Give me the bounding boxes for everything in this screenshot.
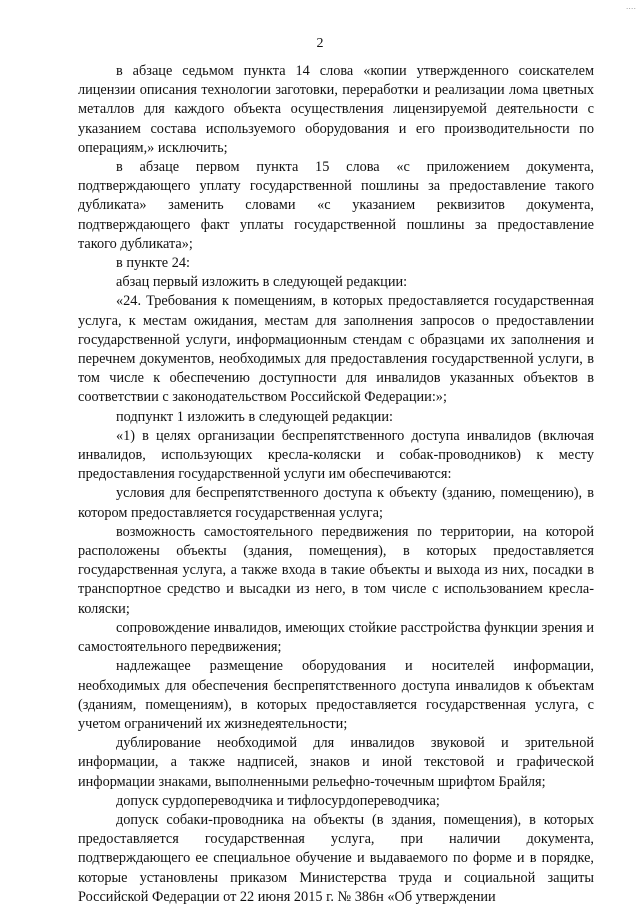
paragraph: допуск сурдопереводчика и тифлосурдопереводчика; bbox=[116, 792, 440, 809]
paragraph: возможность самостоятельного передвижения по территории, на которой расположены объекты (здания, помещения), в которых предоставляется государственная услуга, а также входа в такие объекты и выхода из них, посадки в транспортное средство и высадки из него, в том числе с использованием кресла-коляски; bbox=[78, 523, 594, 617]
paragraph: «24. Требования к помещениям, в которых предоставляется государственная услуга, к местам ожидания, местам для заполнения запросов о предоставлении государственной услуги, информационным стендам с образцами их заполнения и перечнем документов, необходимых для предоставления государственной услуги, в том числе к обеспечению доступности для инвалидов указанных объектов в соответствии с законодательством Российской Федерации:»; bbox=[78, 293, 594, 406]
paragraph: в абзаце первом пункта 15 слова «с приложением документа, подтверждающего уплату государственной пошлины за предоставление такого дубликата» заменить словами «с указанием реквизитов документа, подтверждающего факт уплаты государственной пошлины за предоставление такого дубликата»; bbox=[78, 159, 594, 252]
page-number: 2 bbox=[316, 36, 324, 51]
paragraph: допуск собаки-проводника на объекты (в здания, помещения), в которых предоставляется государственная услуга, при наличии документа, подтверждающего ее специальное обучение и выдаваемого по форме и в порядке, которые установлены приказом Министерства труда и социальной защиты Российской Федерации от 22 июня 2015 г. № 386н «Об утверждении bbox=[78, 811, 594, 905]
paragraph: дублирование необходимой для инвалидов звуковой и зрительной информации, а также надписей, знаков и иной текстовой и графической информации знаками, выполненными рельефно-точечным шрифтом Брайля; bbox=[78, 735, 594, 790]
paragraph: условия для беспрепятственного доступа к объекту (зданию, помещению), в котором предоставляется государственная услуга; bbox=[78, 485, 594, 521]
paragraph: надлежащее размещение оборудования и носителей информации, необходимых для обеспечения беспрепятственного доступа инвалидов к объектам (зданиям, помещениям), в которых предоставляется государственная услуга, с учетом ограничений их жизнедеятельности; bbox=[78, 658, 594, 732]
scan-corner-mark: .... bbox=[625, 2, 636, 11]
paragraph: подпункт 1 изложить в следующей редакции: bbox=[116, 408, 393, 425]
paragraph: абзац первый изложить в следующей редакции: bbox=[116, 274, 408, 291]
paragraph: в абзаце седьмом пункта 14 слова «копии утвержденного соискателем лицензии описания технологии заготовки, переработки и реализации лома цветных металлов для каждого объекта осуществления лицензируемой деятельности с указанием состава используемого оборудования и его производительности по операциям,» исключить; bbox=[78, 63, 594, 156]
paragraph: в пункте 24: bbox=[116, 255, 190, 272]
paragraph: «1) в целях организации беспрепятственного доступа инвалидов (включая инвалидов, использующих кресла-коляски и собак-проводников) к месту предоставления государственной услуги им обеспечиваются: bbox=[78, 427, 594, 483]
paragraph: сопровождение инвалидов, имеющих стойкие расстройства функции зрения и самостоятельного передвижения; bbox=[78, 619, 594, 656]
document-body bbox=[78, 62, 594, 907]
